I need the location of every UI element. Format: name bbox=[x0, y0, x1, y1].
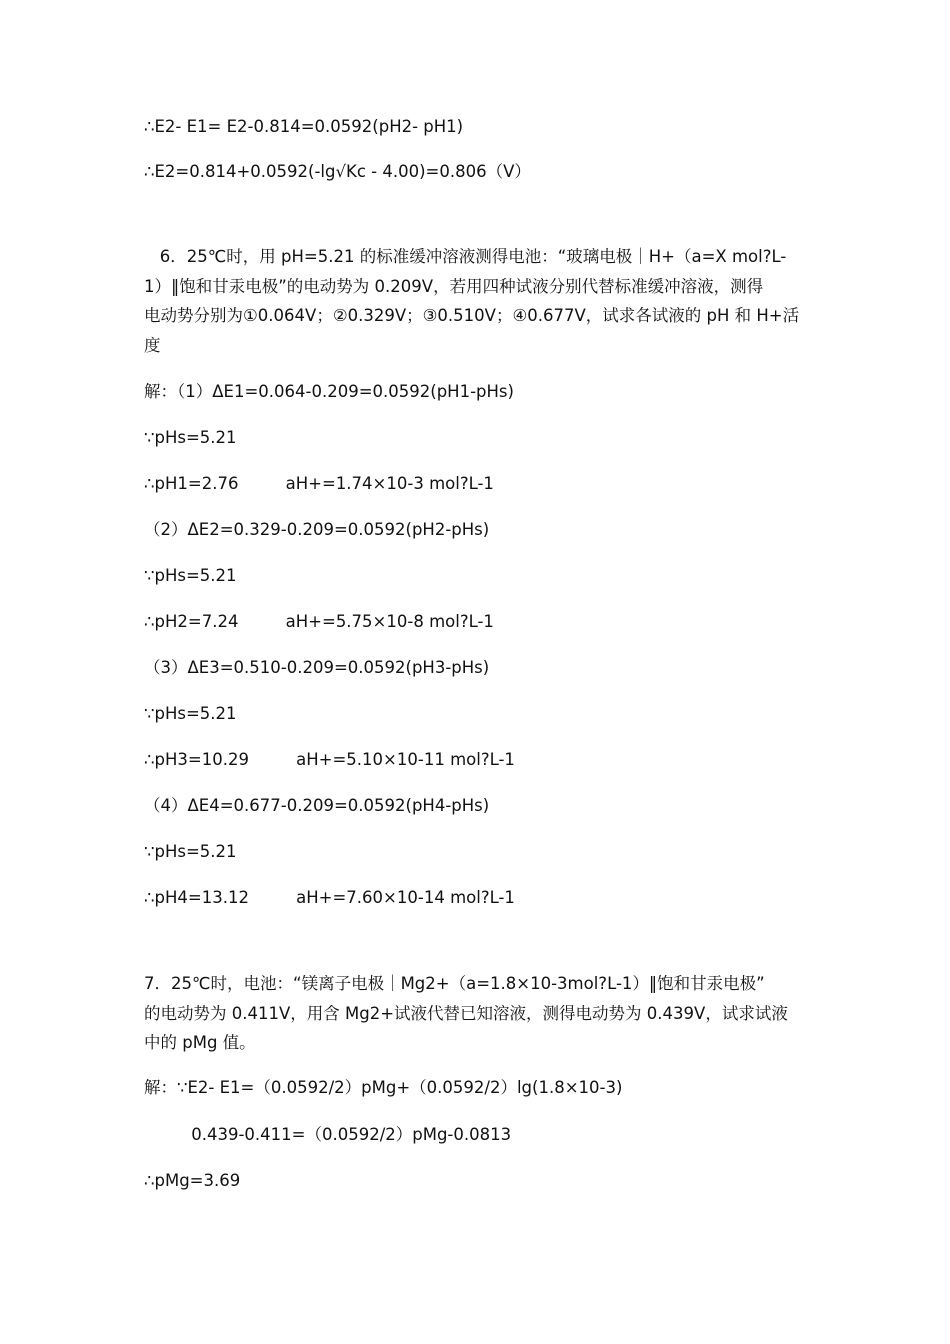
problem-7-statement bbox=[144, 969, 814, 1058]
equation-line: ∴E2- E1= E2-0.814=0.0592(pH2- pH1) bbox=[144, 117, 464, 136]
solution-line: （3）ΔE3=0.510-0.209=0.0592(pH3-pHs) bbox=[144, 658, 490, 677]
problem-line: 中的 pMg 值。 bbox=[144, 1033, 256, 1052]
problem-6-statement bbox=[144, 242, 814, 360]
problem-line: 7．25℃时，电池：“镁离子电极｜Mg2+（a=1.8×10-3mol?L-1）‖饱和甘汞电极” bbox=[144, 974, 765, 993]
solution-line: ∴pMg=3.69 bbox=[144, 1171, 241, 1190]
solution-line: （4）ΔE4=0.677-0.209=0.0592(pH4-pHs) bbox=[144, 796, 490, 815]
solution-line: 解：∵E2- E1=（0.0592/2）pMg+（0.0592/2）lg(1.8×10-3) bbox=[144, 1078, 623, 1097]
solution-line: ∵pHs=5.21 bbox=[144, 566, 237, 585]
problem-line: 的电动势为 0.411V，用含 Mg2+试液代替已知溶液，测得电动势为 0.439V，试求试液 bbox=[144, 1003, 788, 1023]
solution-line: ∴pH4=13.12 aH+=7.60×10-14 mol?L-1 bbox=[144, 888, 515, 907]
problem-line: 1）‖饱和甘汞电极”的电动势为 0.209V，若用四种试液分别代替标准缓冲溶液，测得 bbox=[144, 276, 764, 296]
solution-line: ∵pHs=5.21 bbox=[144, 428, 237, 447]
equation-line: ∴E2=0.814+0.0592(-lg√Kc - 4.00)=0.806（V） bbox=[144, 162, 531, 181]
solution-line: ∴pH1=2.76 aH+=1.74×10-3 mol?L-1 bbox=[144, 474, 494, 493]
solution-line: ∵pHs=5.21 bbox=[144, 842, 237, 861]
solution-line: （2）ΔE2=0.329-0.209=0.0592(pH2-pHs) bbox=[144, 520, 490, 539]
problem-line: 度 bbox=[144, 335, 161, 355]
problem-line: 电动势分别为①0.064V；②0.329V；③0.510V；④0.677V，试求各试液的 pH 和 H+活 bbox=[144, 306, 800, 325]
solution-line: ∴pH2=7.24 aH+=5.75×10-8 mol?L-1 bbox=[144, 612, 494, 631]
solution-line: ∵pHs=5.21 bbox=[144, 704, 237, 723]
solution-line: 解：（1）ΔE1=0.064-0.209=0.0592(pH1-pHs) bbox=[144, 382, 514, 401]
solution-line: 0.439-0.411=（0.0592/2）pMg-0.0813 bbox=[144, 1125, 512, 1144]
problem-line: 6．25℃时，用 pH=5.21 的标准缓冲溶液测得电池：“玻璃电极｜H+（a=X mol?L- bbox=[144, 247, 787, 266]
solution-line: ∴pH3=10.29 aH+=5.10×10-11 mol?L-1 bbox=[144, 750, 515, 769]
